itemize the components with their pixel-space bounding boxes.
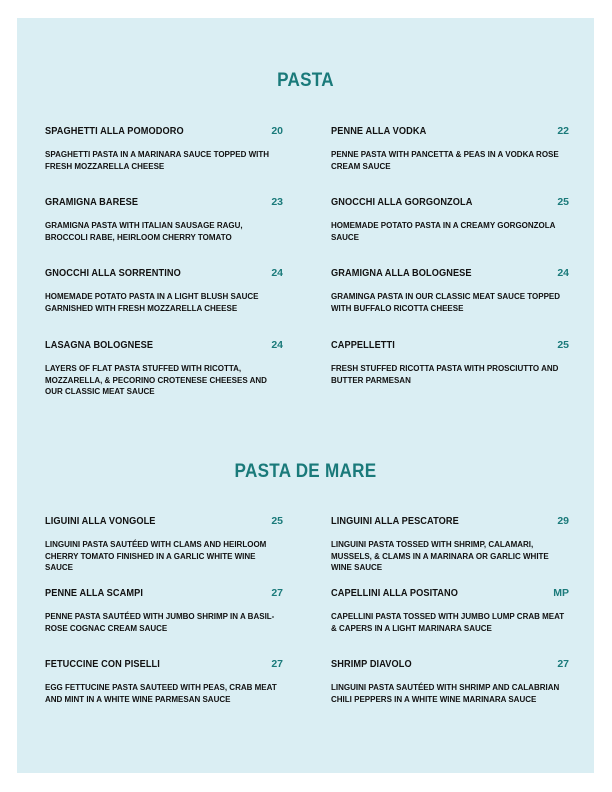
menu-item: [331, 515, 569, 574]
item-price: 22: [557, 125, 569, 137]
item-name: CAPELLINI ALLA POSITANO: [331, 588, 459, 599]
item-price: 24: [271, 267, 283, 279]
item-price: MP: [553, 587, 569, 599]
item-price: 20: [271, 125, 283, 137]
item-name: LIGUINI ALLA VONGOLE: [45, 516, 156, 527]
item-description: HOMEMADE POTATO PASTA IN A CREAMY GORGONZOLA SAUCE: [331, 221, 556, 242]
section-title-pasta-de-mare: PASTA DE MARE: [234, 461, 377, 482]
item-name: LASAGNA BOLOGNESE: [45, 340, 154, 351]
item-description: LINGUINI PASTA TOSSED WITH SHRIMP, CALAMARI, MUSSELS, & CLAMS IN A MARINARA OR GARLIC WHITE WINE SAUCE: [331, 540, 549, 572]
item-description: SPAGHETTI PASTA IN A MARINARA SAUCE TOPPED WITH FRESH MOZZARELLA CHEESE: [45, 150, 270, 171]
item-name: GNOCCHI ALLA GORGONZOLA: [331, 197, 473, 208]
menu-item: [45, 125, 283, 172]
item-price: 27: [557, 658, 569, 670]
menu-item: [45, 196, 283, 243]
item-price: 25: [557, 196, 569, 208]
item-price: 29: [557, 515, 569, 527]
item-name: CAPPELLETTI: [331, 340, 395, 351]
item-description: GRAMIGNA PASTA WITH ITALIAN SAUSAGE RAGU, BROCCOLI RABE, HEIRLOOM CHERRY TOMATO: [45, 221, 243, 242]
item-price: 25: [557, 339, 569, 351]
item-description: HOMEMADE POTATO PASTA IN A LIGHT BLUSH SAUCE GARNISHED WITH FRESH MOZZARELLA CHEESE: [45, 292, 259, 313]
item-name: PENNE ALLA SCAMPI: [45, 588, 144, 599]
item-description: GRAMINGA PASTA IN OUR CLASSIC MEAT SAUCE TOPPED WITH BUFFALO RICOTTA CHEESE: [331, 292, 561, 313]
menu-item: [331, 587, 569, 634]
menu-item: [45, 267, 283, 314]
item-name: LINGUINI ALLA PESCATORE: [331, 516, 459, 527]
item-price: 27: [271, 587, 283, 599]
item-name: GRAMIGNA BARESE: [45, 197, 139, 208]
menu-item: [45, 658, 283, 705]
item-price: 27: [271, 658, 283, 670]
menu-item: [331, 196, 569, 243]
item-description: LAYERS OF FLAT PASTA STUFFED WITH RICOTTA, MOZZARELLA, & PECORINO CROTENESE CHEESES AND OUR CLASSIC MEAT SAUCE: [45, 364, 267, 396]
item-name: GRAMIGNA ALLA BOLOGNESE: [331, 268, 472, 279]
item-name: SHRIMP DIAVOLO: [331, 659, 412, 670]
item-description: PENNE PASTA SAUTÉED WITH JUMBO SHRIMP IN A BASIL-ROSE COGNAC CREAM SAUCE: [45, 612, 275, 633]
item-price: 25: [271, 515, 283, 527]
item-price: 24: [557, 267, 569, 279]
item-description: PENNE PASTA WITH PANCETTA & PEAS IN A VODKA ROSE CREAM SAUCE: [331, 150, 559, 171]
item-name: SPAGHETTI ALLA POMODORO: [45, 126, 184, 137]
menu-panel: [17, 18, 594, 773]
menu-item: [331, 125, 569, 172]
item-price: 23: [271, 196, 283, 208]
item-description: CAPELLINI PASTA TOSSED WITH JUMBO LUMP CRAB MEAT & CAPERS IN A LIGHT MARINARA SAUCE: [331, 612, 565, 633]
menu-item: [45, 587, 283, 634]
item-description: LINGUINI PASTA SAUTÉED WITH CLAMS AND HEIRLOOM CHERRY TOMATO FINISHED IN A GARLIC WHITE WINE SAUCE: [45, 540, 267, 572]
menu-item: [45, 515, 283, 574]
menu-item: [331, 267, 569, 314]
menu-item: [331, 339, 569, 386]
menu-item: [45, 339, 283, 398]
item-description: FRESH STUFFED RICOTTA PASTA WITH PROSCIUTTO AND BUTTER PARMESAN: [331, 364, 559, 385]
menu-item: [331, 658, 569, 705]
section-title-pasta: PASTA: [277, 70, 334, 91]
item-name: FETUCCINE CON PISELLI: [45, 659, 160, 670]
item-name: GNOCCHI ALLA SORRENTINO: [45, 268, 181, 279]
item-name: PENNE ALLA VODKA: [331, 126, 427, 137]
item-description: LINGUINI PASTA SAUTÉED WITH SHRIMP AND CALABRIAN CHILI PEPPERS IN A WHITE WINE MARINARA SAUCE: [331, 683, 560, 704]
item-description: EGG FETTUCINE PASTA SAUTEED WITH PEAS, CRAB MEAT AND MINT IN A WHITE WINE PARMESAN SAUCE: [45, 683, 277, 704]
item-price: 24: [271, 339, 283, 351]
